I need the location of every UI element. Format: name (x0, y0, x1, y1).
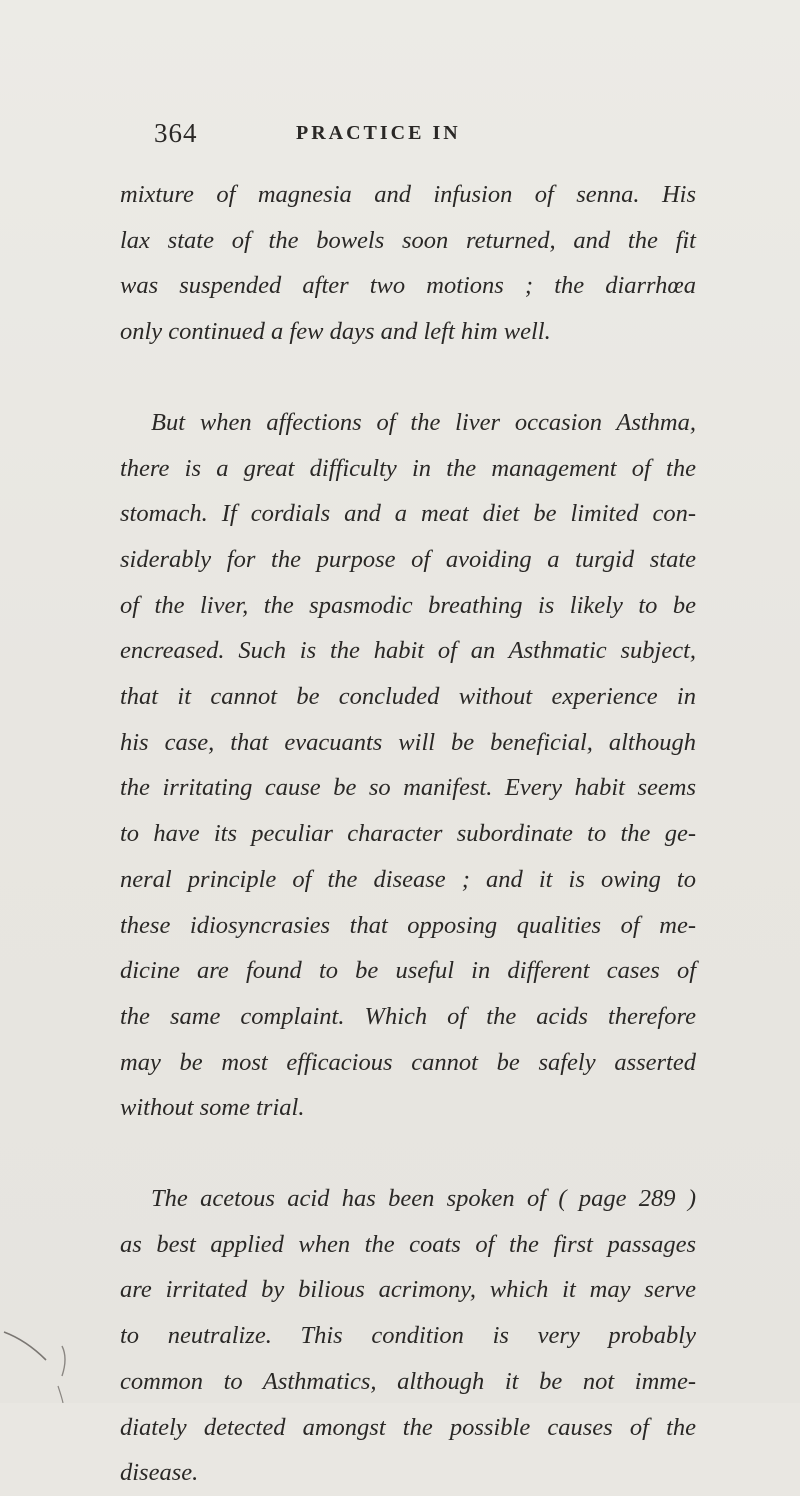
margin-pencil-mark (0, 1320, 80, 1403)
text-line: diately detected amongst the possible causes of the (120, 1413, 696, 1441)
text-line: as best applied when the coats of the first passages (120, 1230, 696, 1258)
text-line: without some trial. (120, 1094, 305, 1122)
running-head (0, 118, 800, 158)
text-line: the irritating cause be so manifest. Every habit seems (120, 774, 696, 802)
text-line: that it cannot be concluded without experience in (120, 683, 696, 711)
paragraph-3 (120, 1176, 696, 1496)
text-line: The acetous acid has been spoken of ( page 289 ) (151, 1185, 696, 1213)
text-line: common to Asthmatics, although it be not imme- (120, 1367, 696, 1395)
text-line: disease. (120, 1459, 199, 1487)
text-line: only continued a few days and left him well. (120, 318, 551, 346)
paragraph-gap (120, 1131, 696, 1176)
text-line: siderably for the purpose of avoiding a turgid state (120, 545, 696, 573)
text-line: was suspended after two motions ; the diarrhœa (120, 272, 696, 300)
text-line: are irritated by bilious acrimony, which it may serve (120, 1276, 696, 1304)
text-line: dicine are found to be useful in different cases of (120, 957, 696, 985)
body-text (120, 172, 696, 1496)
text-line: of the liver, the spasmodic breathing is likely to be (120, 591, 696, 619)
text-line: mixture of magnesia and infusion of senna. His (120, 181, 696, 208)
text-line: encreased. Such is the habit of an Asthmatic subject, (120, 637, 696, 665)
text-line: lax state of the bowels soon returned, and the fit (120, 226, 696, 254)
page-number: 364 (154, 118, 198, 148)
text-line: his case, that evacuants will be beneficial, although (120, 728, 696, 756)
paragraph-gap (120, 355, 696, 400)
text-line: these idiosyncrasies that opposing qualities of me- (120, 911, 696, 939)
text-line: neral principle of the disease ; and it is owing to (120, 865, 696, 893)
text-line: may be most efficacious cannot be safely asserted (120, 1048, 696, 1076)
text-line: to have its peculiar character subordinate to the ge- (120, 820, 696, 848)
text-line: But when affections of the liver occasion Asthma, (151, 408, 696, 436)
text-line: stomach. If cordials and a meat diet be limited con- (120, 500, 696, 528)
text-line: to neutralize. This condition is very probably (120, 1322, 696, 1350)
text-line: there is a great difficulty in the management of the (120, 454, 696, 482)
running-title: PRACTICE IN (296, 122, 461, 144)
paragraph-1 (120, 172, 696, 355)
paragraph-2 (120, 400, 696, 1131)
text-line: the same complaint. Which of the acids therefore (120, 1002, 696, 1030)
